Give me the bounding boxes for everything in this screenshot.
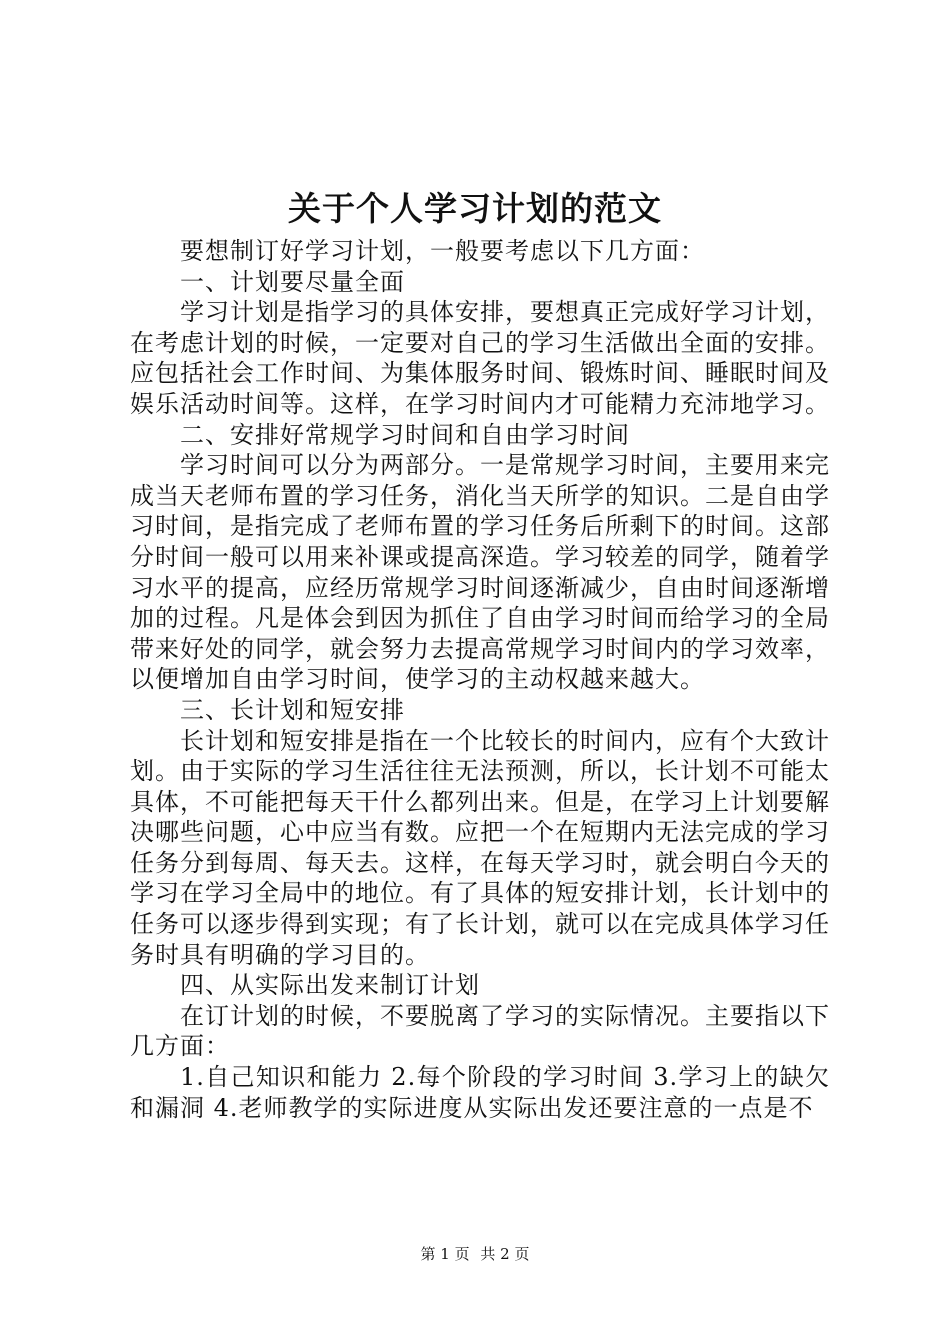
- section-heading-4: 四、从实际出发来制订计划: [180, 971, 480, 1000]
- paragraph-section-4: 在订计划的时候，不要脱离了学习的实际情况。主要指以下几方面：: [130, 1001, 830, 1061]
- page-number: 第 1 页: [420, 1245, 470, 1263]
- section-heading-2: 二、安排好常规学习时间和自由学习时间: [180, 420, 630, 449]
- document-title: 关于个人学习计划的范文: [288, 189, 662, 228]
- paragraph-list: 1.自己知识和能力 2.每个阶段的学习时间 3.学习上的缺欠和漏洞 4.老师教学的实际进度从实际出发还要注意的一点是不: [130, 1063, 830, 1122]
- paragraph-section-1: 学习计划是指学习的具体安排，要想真正完成好学习计划，在考虑计划的时候，一定要对自己的学习生活做出全面的安排。应包括社会工作时间、为集体服务时间、锻炼时间、睡眠时间及娱乐活动时间等。这样，在学习时间内才可能精力充沛地学习。: [130, 298, 830, 418]
- page-total: 共 2 页: [480, 1245, 530, 1263]
- paragraph-section-3: 长计划和短安排是指在一个比较长的时间内，应有个大致计划。由于实际的学习生活往往无法预测，所以，长计划不可能太具体，不可能把每天干什么都列出来。但是，在学习上计划要解决哪些问题，心中应当有数。应把一个在短期内无法完成的学习任务分到每周、每天去。这样，在每天学习时，就会明白今天的学习在学习全局中的地位。有了具体的短安排计划，长计划中的任务可以逐步得到实现；有了长计划，就可以在完成具体学习任务时具有明确的学习目的。: [130, 726, 830, 969]
- document-body: [130, 236, 830, 1123]
- section-heading-3: 三、长计划和短安排: [180, 695, 405, 724]
- page-footer: [0, 1244, 950, 1264]
- section-heading-1: 一、计划要尽量全面: [180, 267, 405, 296]
- paragraph-section-2: 学习时间可以分为两部分。一是常规学习时间，主要用来完成当天老师布置的学习任务，消化当天所学的知识。二是自由学习时间，是指完成了老师布置的学习任务后所剩下的时间。这部分时间一般可以用来补课或提高深造。学习较差的同学，随着学习水平的提高，应经历常规学习时间逐渐减少，自由时间逐渐增加的过程。凡是体会到因为抓住了自由学习时间而给学习的全局带来好处的同学，就会努力去提高常规学习时间内的学习效率，以便增加自由学习时间，使学习的主动权越来越大。: [130, 451, 830, 694]
- paragraph-intro: 要想制订好学习计划，一般要考虑以下几方面：: [180, 237, 705, 265]
